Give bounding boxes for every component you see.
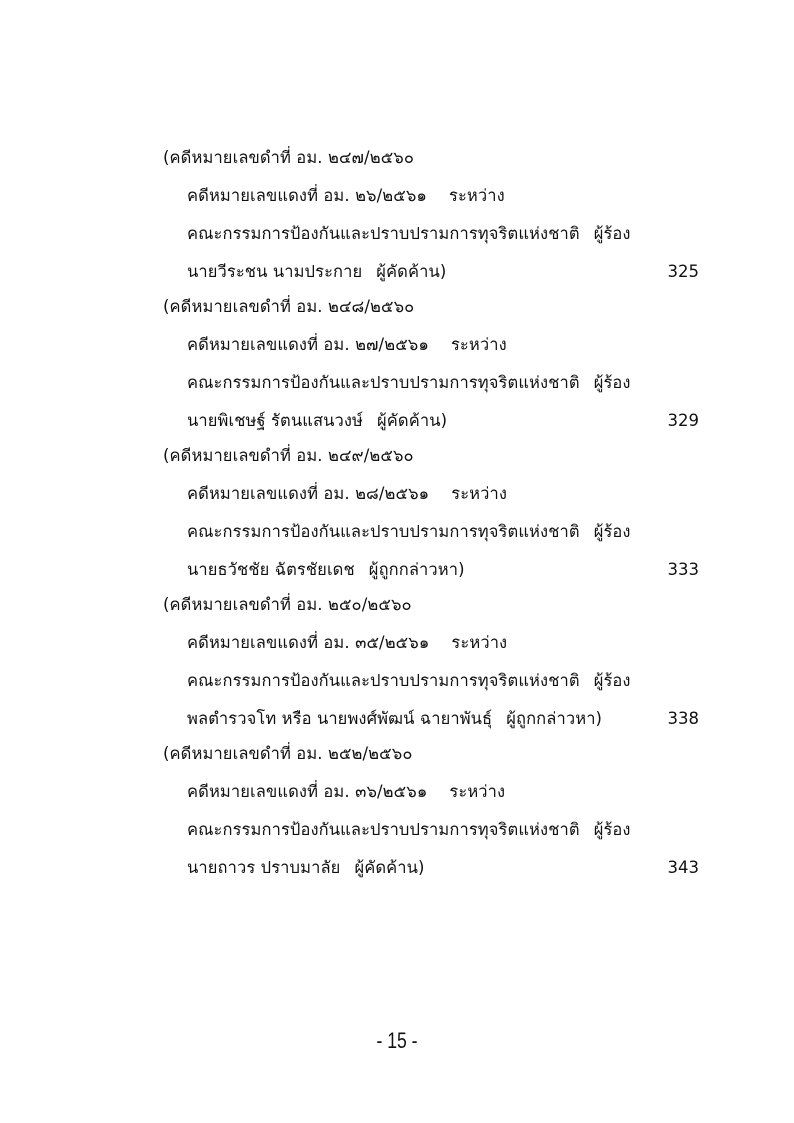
defendant-name: พลตำรวจโท หรือ นายพงศ์พัฒน์ ฉายาพันธุ์	[187, 709, 493, 728]
between-label: ระหว่าง	[449, 186, 505, 205]
plaintiff-name: คณะกรรมการป้องกันและปราบปรามการทุจริตแห่งชาติ	[187, 224, 580, 243]
defendant-line	[187, 560, 465, 580]
between-label: ระหว่าง	[451, 633, 508, 652]
plaintiff-role: ผู้ร้อง	[593, 671, 631, 690]
red-case-line	[187, 484, 507, 504]
defendant-line	[187, 858, 425, 878]
defendant-name: นายธวัชชัย ฉัตรชัยเดช	[187, 560, 355, 579]
red-case-number: คดีหมายเลขแดงที่ อม. ๒๖/๒๕๖๑	[187, 186, 427, 205]
plaintiff-role: ผู้ร้อง	[593, 522, 631, 541]
defendant-line	[187, 411, 447, 431]
red-case-number: คดีหมายเลขแดงที่ อม. ๒๘/๒๕๖๑	[187, 484, 430, 503]
red-case-line	[187, 782, 505, 802]
defendant-role: ผู้ถูกกล่าวหา)	[506, 709, 603, 728]
red-case-number: คดีหมายเลขแดงที่ อม. ๓๕/๒๕๖๑	[187, 633, 430, 652]
between-label: ระหว่าง	[449, 782, 506, 801]
black-case-number: (คดีหมายเลขดำที่ อม. ๒๕๒/๒๕๖๐	[163, 744, 413, 763]
defendant-name: นายถาวร ปราบมาลัย	[187, 858, 341, 877]
red-case-line	[187, 335, 507, 355]
between-label: ระหว่าง	[451, 484, 508, 503]
red-case-line	[187, 633, 507, 653]
red-case-line	[187, 186, 505, 206]
plaintiff-name: คณะกรรมการป้องกันและปราบปรามการทุจริตแห่งชาติ	[187, 373, 580, 392]
plaintiff-name: คณะกรรมการป้องกันและปราบปรามการทุจริตแห่งชาติ	[187, 820, 580, 839]
plaintiff-line	[187, 522, 631, 542]
plaintiff-line	[187, 373, 631, 393]
black-case-number: (คดีหมายเลขดำที่ อม. ๒๕๐/๒๕๖๐	[163, 595, 412, 614]
page-number: 333	[667, 560, 699, 579]
plaintiff-role: ผู้ร้อง	[593, 224, 631, 243]
defendant-name: นายวีระชน นามประกาย	[187, 262, 363, 281]
page-number: 329	[667, 411, 699, 430]
between-label: ระหว่าง	[450, 335, 507, 354]
plaintiff-line	[187, 820, 631, 840]
black-case-number: (คดีหมายเลขดำที่ อม. ๒๔๘/๒๕๖๐	[163, 297, 415, 316]
defendant-name: นายพิเชษฐ์ รัตนแสนวงษ์	[187, 411, 363, 430]
defendant-role: ผู้ถูกกล่าวหา)	[368, 560, 465, 579]
plaintiff-role: ผู้ร้อง	[593, 820, 631, 839]
red-case-number: คดีหมายเลขแดงที่ อม. ๓๖/๒๕๖๑	[187, 782, 428, 801]
black-case-number: (คดีหมายเลขดำที่ อม. ๒๔๗/๒๕๖๐	[163, 148, 415, 167]
defendant-line	[187, 262, 446, 282]
black-case-number: (คดีหมายเลขดำที่ อม. ๒๔๙/๒๕๖๐	[163, 446, 414, 465]
plaintiff-role: ผู้ร้อง	[593, 373, 631, 392]
plaintiff-name: คณะกรรมการป้องกันและปราบปรามการทุจริตแห่งชาติ	[187, 671, 580, 690]
defendant-role: ผู้คัดค้าน)	[354, 858, 425, 877]
plaintiff-line	[187, 224, 631, 244]
red-case-number: คดีหมายเลขแดงที่ อม. ๒๗/๒๕๖๑	[187, 335, 429, 354]
page-number: 343	[667, 858, 699, 877]
defendant-role: ผู้คัดค้าน)	[376, 262, 447, 281]
defendant-line	[187, 709, 602, 729]
page-number: 338	[667, 709, 699, 728]
defendant-role: ผู้คัดค้าน)	[377, 411, 448, 430]
plaintiff-name: คณะกรรมการป้องกันและปราบปรามการทุจริตแห่งชาติ	[187, 522, 580, 541]
page-footer-number: - 15 -	[376, 1028, 418, 1053]
plaintiff-line	[187, 671, 631, 691]
page-number: 325	[667, 262, 699, 281]
